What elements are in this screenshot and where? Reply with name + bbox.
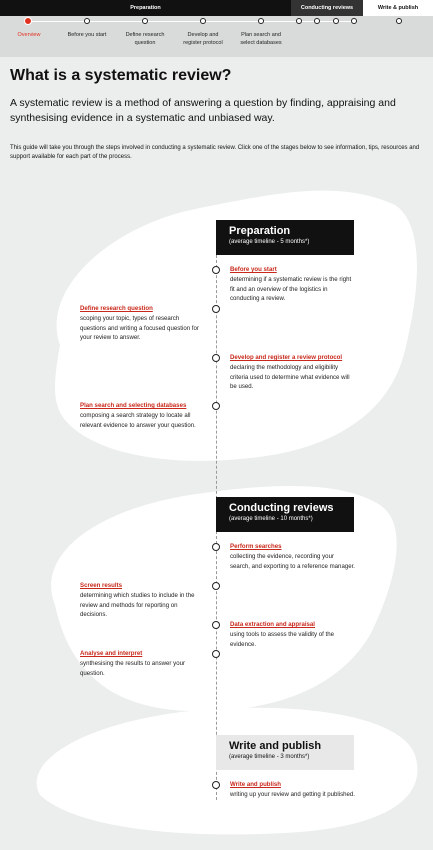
- nav-label-plan-line2: select databases: [240, 40, 282, 46]
- nav-label-develop-line1: Develop and: [187, 32, 219, 38]
- develop-protocol-desc: declaring the methodology and eligibility criteria used to determine what evidence will be used.: [230, 363, 350, 391]
- timeline-dot: [212, 621, 220, 629]
- nav-step-define-dot[interactable]: [142, 18, 148, 24]
- step-data-extraction: [230, 620, 355, 649]
- nav-label-develop-line2: register protocol: [183, 40, 223, 46]
- step-develop-protocol: [230, 353, 355, 392]
- lead-paragraph: A systematic review is a method of answering a question by finding, appraising and synthesising evidence in a systematic and unbiased way.: [10, 97, 396, 124]
- timeline-dot: [212, 582, 220, 590]
- nav-label-define[interactable]: [116, 31, 174, 47]
- stage-navigation: [0, 0, 433, 57]
- timeline-dot: [212, 305, 220, 313]
- analyse-interpret-link[interactable]: Analyse and interpret: [80, 650, 143, 657]
- conducting-title: Conducting reviews: [229, 502, 334, 514]
- plan-search-link[interactable]: Plan search and selecting databases: [80, 402, 187, 409]
- step-perform-searches: [230, 542, 355, 571]
- data-extraction-desc: using tools to assess the validity of the evidence.: [230, 630, 334, 648]
- step-define-research-question: [80, 304, 205, 343]
- before-you-start-desc: determining if a systematic review is the right fit and an overview of the logistics in conducting a review.: [230, 275, 352, 303]
- stage-tab-conducting-reviews[interactable]: Conducting reviews: [291, 0, 363, 16]
- nav-label-develop[interactable]: [174, 31, 232, 47]
- timeline-dot: [212, 781, 220, 789]
- nav-step-extract-dot[interactable]: [333, 18, 339, 24]
- timeline-dot: [212, 354, 220, 362]
- nav-step-overview-dot[interactable]: [25, 18, 31, 24]
- nav-label-plan[interactable]: [232, 31, 290, 47]
- nav-step-analyse-dot[interactable]: [351, 18, 357, 24]
- nav-label-define-line2: question: [134, 40, 156, 46]
- write-timeline: (average timeline - 3 months*): [229, 754, 310, 760]
- develop-protocol-link[interactable]: Develop and register a review protocol: [230, 354, 343, 361]
- timeline-dot: [212, 402, 220, 410]
- plan-search-desc: composing a search strategy to locate all relevant evidence to answer your question.: [80, 411, 196, 429]
- step-screen-results: [80, 581, 205, 620]
- intro-paragraph: This guide will take you through the steps involved in conducting a systematic review. Click one of the stages below to see information, tips, resources and support available for each part of the process.: [10, 145, 420, 160]
- screen-results-desc: determining which studies to include in the review and methods for reporting on decisions.: [80, 591, 195, 619]
- screen-results-link[interactable]: Screen results: [80, 582, 123, 589]
- stage-tab-preparation[interactable]: Preparation: [0, 0, 291, 16]
- preparation-title: Preparation: [229, 225, 291, 237]
- timeline-dot: [212, 543, 220, 551]
- nav-step-plan-dot[interactable]: [258, 18, 264, 24]
- nav-step-before-dot[interactable]: [84, 18, 90, 24]
- stage-tab-write-publish[interactable]: Write & publish: [363, 0, 433, 16]
- timeline-dot: [212, 650, 220, 658]
- write-publish-desc: writing up your review and getting it published.: [230, 790, 355, 798]
- nav-label-overview[interactable]: Overview: [17, 32, 41, 38]
- nav-step-develop-dot[interactable]: [200, 18, 206, 24]
- perform-searches-desc: collecting the evidence, recording your search, and exporting to a reference manager.: [230, 552, 355, 570]
- conducting-stage-header: [216, 497, 354, 532]
- write-blob: [0, 700, 433, 840]
- step-write-publish: [230, 780, 355, 800]
- analyse-interpret-desc: synthesising the results to answer your question.: [80, 659, 185, 677]
- conducting-timeline: (average timeline - 10 months*): [229, 516, 313, 522]
- page-title: What is a systematic review?: [10, 67, 232, 84]
- step-plan-search: [80, 401, 208, 430]
- nav-label-plan-line1: Plan search and: [241, 32, 281, 38]
- nav-label-define-line1: Define research: [125, 32, 165, 38]
- preparation-timeline: (average timeline - 5 months*): [229, 239, 310, 245]
- write-publish-link[interactable]: Write and publish: [230, 781, 282, 788]
- step-analyse-interpret: [80, 649, 205, 678]
- write-stage-header: [216, 735, 354, 770]
- nav-step-perform-dot[interactable]: [296, 18, 302, 24]
- before-you-start-link[interactable]: Before you start: [230, 266, 277, 273]
- define-research-question-link[interactable]: Define research question: [80, 305, 153, 312]
- nav-step-write-dot[interactable]: [396, 18, 402, 24]
- step-before-you-start: [230, 265, 355, 304]
- preparation-stage-header: [216, 220, 354, 255]
- nav-step-screen-dot[interactable]: [314, 18, 320, 24]
- nav-progress-line: [28, 21, 354, 22]
- write-title: Write and publish: [229, 740, 322, 752]
- nav-label-before[interactable]: Before you start: [67, 32, 107, 38]
- timeline-dot: [212, 266, 220, 274]
- define-research-question-desc: scoping your topic, types of research questions and writing a focused question for your review to answer.: [80, 314, 199, 342]
- perform-searches-link[interactable]: Perform searches: [230, 543, 282, 550]
- data-extraction-link[interactable]: Data extraction and appraisal: [230, 621, 316, 628]
